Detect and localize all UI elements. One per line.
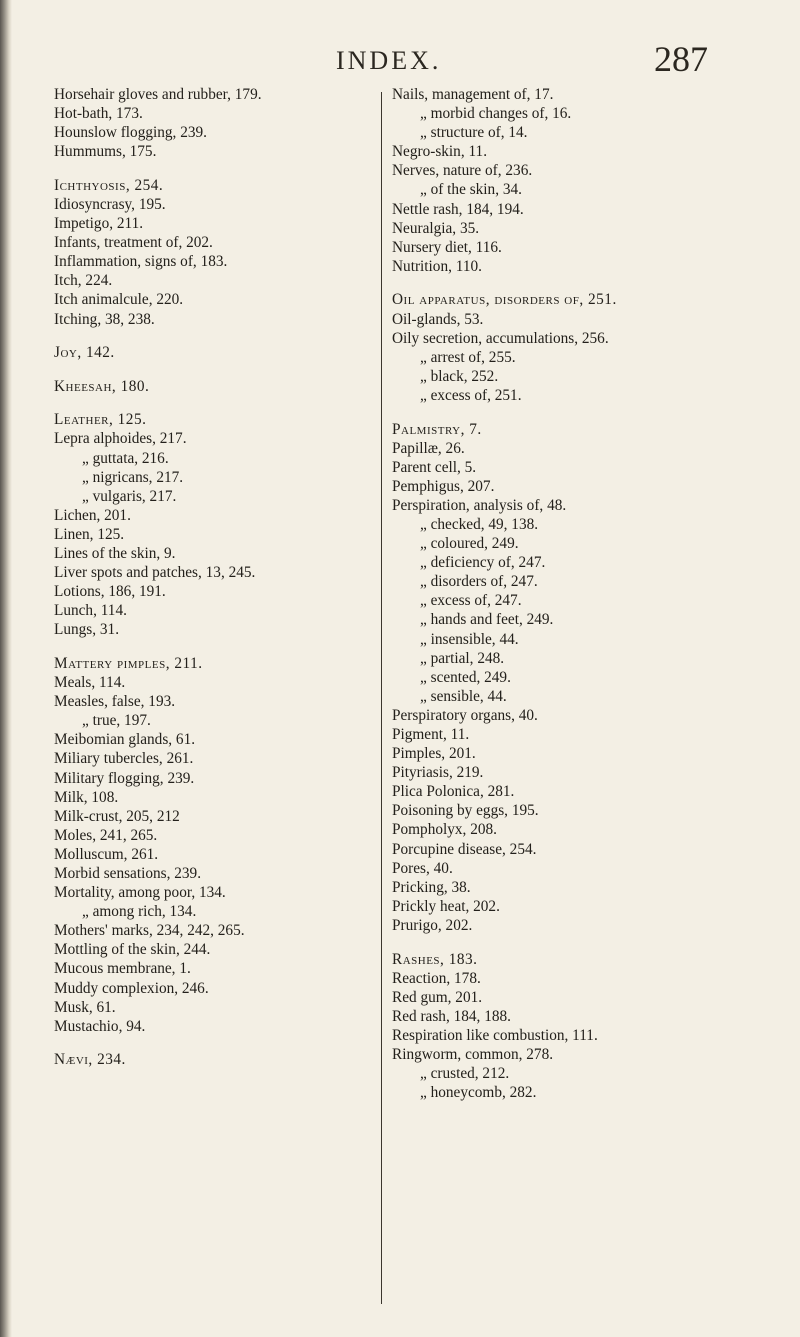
index-entry: Musk, 61. [54,998,116,1016]
index-entry: Pompholyx, 208. [392,821,497,839]
index-entry: Nettle rash, 184, 194. [392,200,524,218]
index-entry: Itch animalcule, 220. [54,291,184,309]
letter-group [392,290,772,405]
index-entry: Neuralgia, 35. [392,219,480,237]
index-entry: Molluscum, 261. [54,845,159,863]
index-entry: Itching, 38, 238. [54,310,155,328]
index-subentry: „ arrest of, 255. [420,348,516,366]
index-subentry: „ true, 197. [82,712,151,730]
index-subentry: „ structure of, 14. [420,124,528,142]
index-entry: Ringworm, common, 278. [392,1046,554,1063]
index-entry: Milk, 108. [54,788,119,806]
letter-group-gap [392,935,772,950]
index-subentry: „ partial, 248. [420,649,505,667]
index-entry: Perspiratory organs, 40. [392,706,538,724]
index-subentry: „ vulgaris, 217. [82,487,177,505]
index-entry: Prurigo, 202. [392,916,473,934]
index-entry: Mothers' marks, 234, 242, 265. [54,922,245,940]
index-subentry: „ deficiency of, 247. [420,554,546,572]
index-entry: Joy, 142. [54,344,115,362]
index-entry: Perspiration, analysis of, 48. [392,496,567,514]
index-subentry: „ morbid changes of, 16. [420,105,572,123]
index-subentry: „ hands and feet, 249. [420,611,554,629]
index-entry: Red gum, 201. [392,988,483,1006]
index-entry: Mucous membrane, 1. [54,960,191,978]
index-entry: Meals, 114. [54,674,126,692]
index-entry: Mattery pimples, 211. [54,654,203,672]
index-entry: Lichen, 201. [54,506,131,524]
letter-group-gap [392,405,772,420]
index-entry: Lines of the skin, 9. [54,544,176,562]
index-entry: Inflammation, signs of, 183. [54,253,228,271]
index-entry: Nails, management of, 17. [392,86,554,103]
index-subentry: „ scented, 249. [420,668,511,686]
letter-group [392,420,772,936]
index-entry: Nævi, 234. [54,1051,126,1069]
index-entry: Milk-crust, 205, 212 [54,807,180,825]
index-entry: Pemphigus, 207. [392,477,495,495]
index-subentry: „ excess of, 247. [420,592,522,610]
index-entry: Hot-bath, 173. [54,105,143,123]
index-entry: Hummums, 175. [54,143,157,161]
index-entry: Palmistry, 7. [392,420,482,438]
index-entry: Infants, treatment of, 202. [54,234,213,252]
page-binding-edge [0,0,12,1337]
index-subentry: „ crusted, 212. [420,1065,510,1083]
index-entry: Military flogging, 239. [54,769,195,787]
index-entry: Prickly heat, 202. [392,897,500,915]
index-entry: Porcupine disease, 254. [392,840,537,858]
index-entry: Lunch, 114. [54,602,127,620]
index-entry: Lotions, 186, 191. [54,583,166,601]
index-entry: Pores, 40. [392,859,453,877]
index-entry: Moles, 241, 265. [54,826,158,844]
index-entry: Idiosyncrasy, 195. [54,195,166,213]
column-divider [381,92,382,1304]
index-entry: Pityriasis, 219. [392,764,484,782]
index-entry: Morbid sensations, 239. [54,864,202,882]
index-subentry: „ sensible, 44. [420,687,507,705]
index-subentry: „ honeycomb, 282. [420,1084,537,1102]
index-entry: Mortality, among poor, 134. [54,884,226,902]
index-entry: Horsehair gloves and rubber, 179. [54,86,262,103]
index-entry: Kheesah, 180. [54,377,150,395]
index-entry: Muddy complexion, 246. [54,979,209,997]
index-subentry: „ coloured, 249. [420,535,519,553]
index-subentry: „ black, 252. [420,367,499,385]
index-entry: Oily secretion, accumulations, 256. [392,329,609,347]
index-column-right [392,85,772,1102]
index-entry: Mustachio, 94. [54,1017,146,1035]
index-subentry: „ nigricans, 217. [82,468,184,486]
index-entry: Reaction, 178. [392,969,481,987]
index-entry: Impetigo, 211. [54,215,144,233]
index-subentry: „ excess of, 251. [420,386,522,404]
index-entry: Poisoning by eggs, 195. [392,802,539,820]
running-head: INDEX. [336,46,442,75]
index-entry: Papillæ, 26. [392,439,465,457]
index-subentry: „ insensible, 44. [420,630,519,648]
index-entry: Hounslow flogging, 239. [54,124,207,142]
index-entry: Negro-skin, 11. [392,143,488,161]
index-entry: Linen, 125. [54,525,125,543]
index-entry: Miliary tubercles, 261. [54,750,194,768]
index-entry: Nerves, nature of, 236. [392,162,533,180]
index-entry: Meibomian glands, 61. [54,731,196,749]
index-subentry: „ checked, 49, 138. [420,515,539,533]
letter-group [392,950,772,1103]
page-number: 287 [654,39,708,79]
index-subentry: „ guttata, 216. [82,449,169,467]
index-subentry: „ among rich, 134. [82,903,197,921]
letter-group [392,85,772,276]
index-entry: Rashes, 183. [392,950,478,968]
index-entry: Pricking, 38. [392,878,471,896]
index-entry: Lepra alphoides, 217. [54,430,187,448]
letter-group-gap [392,276,772,291]
index-entry: Leather, 125. [54,411,147,429]
page-header [0,38,800,78]
index-entry: Nursery diet, 116. [392,238,502,256]
index-entry: Liver spots and patches, 13, 245. [54,564,256,582]
index-entry: Red rash, 184, 188. [392,1007,511,1025]
index-subentry: „ disorders of, 247. [420,573,538,591]
index-entry: Oil apparatus, disorders of, 251. [392,291,617,309]
index-entry: Ichthyosis, 254. [54,176,164,194]
index-entry: Nutrition, 110. [392,257,482,275]
index-entry: Pigment, 11. [392,726,470,743]
index-subentry: „ of the skin, 34. [420,181,522,199]
index-entry: Measles, false, 193. [54,693,176,711]
index-entry: Pimples, 201. [392,745,476,763]
index-entry: Respiration like combustion, 111. [392,1026,598,1044]
index-entry: Plica Polonica, 281. [392,783,515,801]
index-entry: Itch, 224. [54,272,113,290]
index-entry: Oil-glands, 53. [392,310,484,328]
index-entry: Parent cell, 5. [392,458,477,476]
index-entry: Mottling of the skin, 244. [54,941,211,959]
index-entry: Lungs, 31. [54,621,120,639]
